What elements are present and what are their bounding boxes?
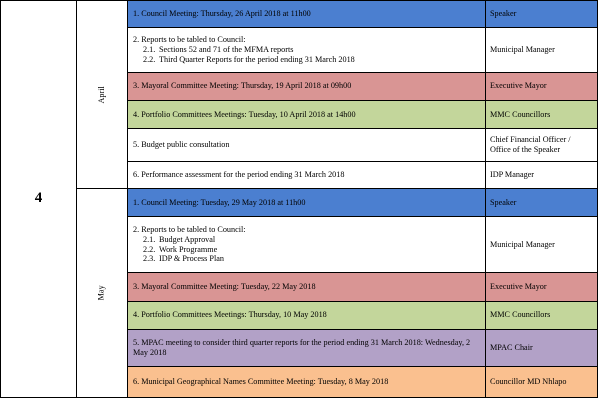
responsible-party: Executive Mayor [486, 72, 598, 100]
agenda-item [128, 188, 486, 216]
agenda-item [128, 1, 486, 28]
responsible-party: IDP Manager [486, 161, 598, 188]
responsible-party: Executive Mayor [486, 273, 598, 301]
responsible-party: Councillor MD Nhlapo [486, 367, 598, 398]
sub-item [133, 45, 481, 55]
month-cell [77, 1, 128, 189]
schedule-row [1, 1, 598, 28]
agenda-item [128, 217, 486, 273]
agenda-item-text: 4. Portfolio Committees Meetings: Tuesday, 10 April 2018 at 14h00 [133, 109, 356, 119]
agenda-item-text: 3. Mayoral Committee Meeting: Thursday, 19 April 2018 at 09h00 [133, 81, 352, 91]
sub-item-text: Sections 52 and 71 of the MFMA reports [159, 44, 294, 54]
sub-item [133, 235, 481, 245]
agenda-item [128, 329, 486, 367]
agenda-item [128, 129, 486, 162]
month-cell [77, 188, 128, 397]
agenda-item [128, 301, 486, 329]
responsible-party: MPAC Chair [486, 329, 598, 367]
agenda-item [128, 100, 486, 128]
sub-item-number: 2.3. [143, 254, 156, 264]
sub-item [133, 245, 481, 255]
responsible-party: Municipal Manager [486, 28, 598, 73]
sub-item-text: IDP & Process Plan [159, 254, 224, 264]
agenda-item-text: 2. Reports to be tabled to Council: [133, 35, 246, 45]
agenda-item [128, 72, 486, 100]
month-label: May [97, 285, 107, 301]
agenda-item-text: 2. Reports to be tabled to Council: [133, 225, 246, 235]
sub-item-number: 2.2. [143, 244, 156, 254]
agenda-item-text: 4. Portfolio Committees Meetings: Thursday, 10 May 2018 [133, 310, 327, 320]
agenda-item [128, 367, 486, 398]
responsible-party: Speaker [486, 188, 598, 216]
month-label: April [97, 85, 107, 104]
quarter-number: 4 [1, 1, 77, 398]
agenda-item-text: 1. Council Meeting: Tuesday, 29 May 2018 at 11h00 [133, 197, 306, 207]
sub-item [133, 254, 481, 264]
sub-item-number: 2.2. [143, 54, 156, 64]
agenda-item [128, 28, 486, 73]
agenda-item [128, 273, 486, 301]
sub-item-text: Work Programme [159, 244, 218, 254]
responsible-party: Municipal Manager [486, 217, 598, 273]
agenda-item-text: 3. Mayoral Committee Meeting: Tuesday, 22 May 2018 [133, 282, 316, 292]
sub-item-number: 2.1. [143, 44, 156, 54]
sub-item-text: Third Quarter Reports for the period ending 31 March 2018 [159, 54, 355, 64]
sub-item [133, 55, 481, 65]
agenda-item-text: 6. Performance assessment for the period ending 31 March 2018 [133, 170, 345, 180]
agenda-item-text: 1. Council Meeting: Thursday, 26 April 2018 at 11h00 [133, 9, 311, 19]
responsible-party: MMC Councillors [486, 100, 598, 128]
agenda-item-text: 5. MPAC meeting to consider third quarter reports for the period ending 31 March 2018: Wednesday, 2 May 2018 [133, 338, 471, 358]
sub-item-text: Budget Approval [159, 235, 216, 245]
responsible-party: MMC Councillors [486, 301, 598, 329]
agenda-item-text: 6. Municipal Geographical Names Committee Meeting: Tuesday, 8 May 2018 [133, 377, 389, 387]
agenda-item-text: 5. Budget public consultation [133, 140, 230, 150]
responsible-party: Chief Financial Officer / Office of the Speaker [486, 129, 598, 162]
sub-item-number: 2.1. [143, 235, 156, 245]
responsible-party: Speaker [486, 1, 598, 28]
agenda-item [128, 161, 486, 188]
schedule-row [1, 188, 598, 216]
